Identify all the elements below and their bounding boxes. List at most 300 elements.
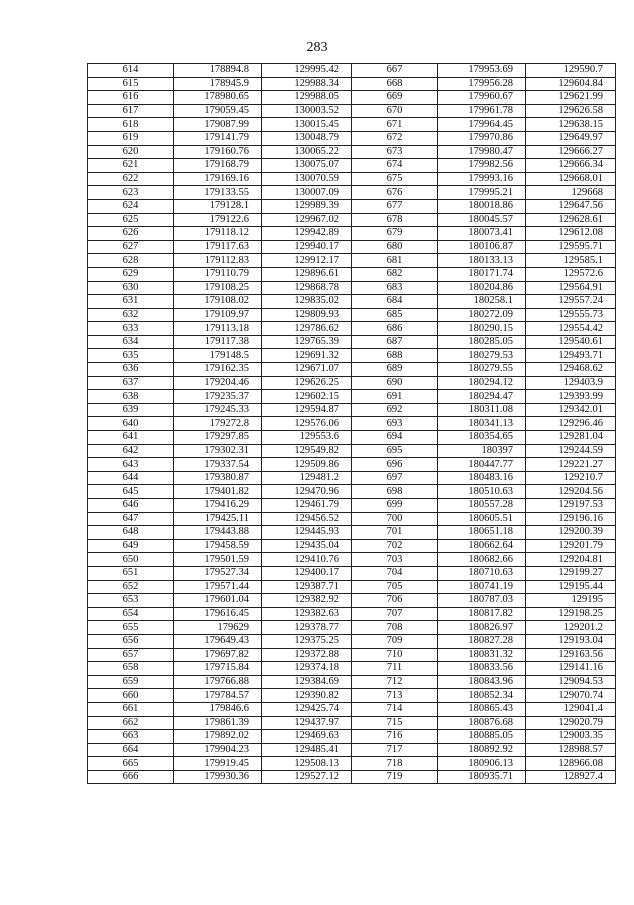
table-row	[88, 539, 616, 553]
y-coordinate-cell: 129193.04	[526, 634, 616, 648]
table-row	[88, 403, 616, 417]
point-number-cell: 678	[352, 213, 438, 227]
table-row	[88, 444, 616, 458]
y-coordinate-cell: 129628.61	[526, 213, 616, 227]
y-coordinate-cell: 129393.99	[526, 390, 616, 404]
x-coordinate-cell: 179109.97	[174, 308, 262, 322]
point-number-cell: 693	[352, 417, 438, 431]
x-coordinate-cell: 179953.69	[438, 64, 526, 78]
table-row	[88, 118, 616, 132]
y-coordinate-cell: 129204.81	[526, 553, 616, 567]
y-coordinate-cell: 129553.6	[262, 431, 352, 445]
point-number-cell: 629	[88, 267, 174, 281]
point-number-cell: 683	[352, 281, 438, 295]
point-number-cell: 616	[88, 91, 174, 105]
x-coordinate-cell: 179122.6	[174, 213, 262, 227]
x-coordinate-cell: 179169.16	[174, 172, 262, 186]
x-coordinate-cell: 179112.83	[174, 254, 262, 268]
point-number-cell: 630	[88, 281, 174, 295]
point-number-cell: 696	[352, 458, 438, 472]
x-coordinate-cell: 179108.25	[174, 281, 262, 295]
point-number-cell: 649	[88, 539, 174, 553]
point-number-cell: 648	[88, 526, 174, 540]
point-number-cell: 677	[352, 199, 438, 213]
point-number-cell: 690	[352, 376, 438, 390]
y-coordinate-cell: 129375.25	[262, 634, 352, 648]
table-row	[88, 363, 616, 377]
y-coordinate-cell: 129410.76	[262, 553, 352, 567]
point-number-cell: 712	[352, 675, 438, 689]
table-row	[88, 199, 616, 213]
y-coordinate-cell: 129668.01	[526, 172, 616, 186]
point-number-cell: 662	[88, 716, 174, 730]
table-row	[88, 267, 616, 281]
point-number-cell: 644	[88, 471, 174, 485]
table-row	[88, 172, 616, 186]
x-coordinate-cell: 179919.45	[174, 757, 262, 771]
point-number-cell: 621	[88, 159, 174, 173]
y-coordinate-cell: 129070.74	[526, 689, 616, 703]
point-number-cell: 627	[88, 240, 174, 254]
point-number-cell: 623	[88, 186, 174, 200]
x-coordinate-cell: 180354.65	[438, 431, 526, 445]
x-coordinate-cell: 180341.13	[438, 417, 526, 431]
point-number-cell: 692	[352, 403, 438, 417]
point-number-cell: 626	[88, 227, 174, 241]
point-number-cell: 646	[88, 499, 174, 513]
y-coordinate-cell: 129094.53	[526, 675, 616, 689]
x-coordinate-cell: 179148.5	[174, 349, 262, 363]
x-coordinate-cell: 180935.71	[438, 770, 526, 784]
point-number-cell: 643	[88, 458, 174, 472]
y-coordinate-cell: 130003.52	[262, 104, 352, 118]
y-coordinate-cell: 129281.04	[526, 431, 616, 445]
point-number-cell: 709	[352, 634, 438, 648]
table-row	[88, 104, 616, 118]
point-number-cell: 714	[352, 702, 438, 716]
x-coordinate-cell: 180018.86	[438, 199, 526, 213]
x-coordinate-cell: 179380.87	[174, 471, 262, 485]
x-coordinate-cell: 179964.45	[438, 118, 526, 132]
point-number-cell: 698	[352, 485, 438, 499]
y-coordinate-cell: 129508.13	[262, 757, 352, 771]
y-coordinate-cell: 129200.39	[526, 526, 616, 540]
point-number-cell: 713	[352, 689, 438, 703]
point-number-cell: 665	[88, 757, 174, 771]
y-coordinate-cell: 129244.59	[526, 444, 616, 458]
point-number-cell: 684	[352, 295, 438, 309]
y-coordinate-cell: 129666.27	[526, 145, 616, 159]
y-coordinate-cell: 129485.41	[262, 743, 352, 757]
y-coordinate-cell: 129372.88	[262, 648, 352, 662]
x-coordinate-cell: 179527.34	[174, 566, 262, 580]
x-coordinate-cell: 179160.76	[174, 145, 262, 159]
x-coordinate-cell: 180397	[438, 444, 526, 458]
table-row	[88, 91, 616, 105]
y-coordinate-cell: 129197.53	[526, 499, 616, 513]
point-number-cell: 674	[352, 159, 438, 173]
point-number-cell: 715	[352, 716, 438, 730]
table-row	[88, 458, 616, 472]
x-coordinate-cell: 179108.02	[174, 295, 262, 309]
y-coordinate-cell: 129612.08	[526, 227, 616, 241]
table-row	[88, 553, 616, 567]
table-row	[88, 648, 616, 662]
point-number-cell: 688	[352, 349, 438, 363]
x-coordinate-cell: 179970.86	[438, 131, 526, 145]
table-row	[88, 376, 616, 390]
x-coordinate-cell: 179846.6	[174, 702, 262, 716]
x-coordinate-cell: 179128.1	[174, 199, 262, 213]
table-row	[88, 499, 616, 513]
table-row	[88, 349, 616, 363]
y-coordinate-cell: 129003.35	[526, 730, 616, 744]
y-coordinate-cell: 128988.57	[526, 743, 616, 757]
y-coordinate-cell: 129199.27	[526, 566, 616, 580]
point-number-cell: 641	[88, 431, 174, 445]
table-row	[88, 662, 616, 676]
x-coordinate-cell: 180852.34	[438, 689, 526, 703]
point-number-cell: 653	[88, 594, 174, 608]
table-row	[88, 757, 616, 771]
point-number-cell: 708	[352, 621, 438, 635]
table-row	[88, 526, 616, 540]
x-coordinate-cell: 179629	[174, 621, 262, 635]
x-coordinate-cell: 179571.44	[174, 580, 262, 594]
y-coordinate-cell: 129896.61	[262, 267, 352, 281]
point-number-cell: 660	[88, 689, 174, 703]
point-number-cell: 634	[88, 335, 174, 349]
y-coordinate-cell: 129691.32	[262, 349, 352, 363]
x-coordinate-cell: 178945.9	[174, 77, 262, 91]
x-coordinate-cell: 179425.11	[174, 512, 262, 526]
x-coordinate-cell: 179649.43	[174, 634, 262, 648]
y-coordinate-cell: 129437.97	[262, 716, 352, 730]
x-coordinate-cell: 179501.59	[174, 553, 262, 567]
point-number-cell: 650	[88, 553, 174, 567]
table-row	[88, 322, 616, 336]
x-coordinate-cell: 180827.28	[438, 634, 526, 648]
point-number-cell: 631	[88, 295, 174, 309]
table-row	[88, 227, 616, 241]
table-row	[88, 64, 616, 78]
table-row	[88, 594, 616, 608]
y-coordinate-cell: 129390.82	[262, 689, 352, 703]
x-coordinate-cell: 179162.35	[174, 363, 262, 377]
point-number-cell: 635	[88, 349, 174, 363]
y-coordinate-cell: 129509.86	[262, 458, 352, 472]
y-coordinate-cell: 129602.15	[262, 390, 352, 404]
x-coordinate-cell: 179443.88	[174, 526, 262, 540]
y-coordinate-cell: 129995.42	[262, 64, 352, 78]
y-coordinate-cell: 129425.74	[262, 702, 352, 716]
y-coordinate-cell: 129204.56	[526, 485, 616, 499]
y-coordinate-cell: 129493.71	[526, 349, 616, 363]
y-coordinate-cell: 129649.97	[526, 131, 616, 145]
y-coordinate-cell: 129387.71	[262, 580, 352, 594]
point-number-cell: 676	[352, 186, 438, 200]
x-coordinate-cell: 180258.1	[438, 295, 526, 309]
y-coordinate-cell: 130048.79	[262, 131, 352, 145]
x-coordinate-cell: 180906.13	[438, 757, 526, 771]
x-coordinate-cell: 180682.66	[438, 553, 526, 567]
y-coordinate-cell: 129481.2	[262, 471, 352, 485]
x-coordinate-cell: 179337.54	[174, 458, 262, 472]
y-coordinate-cell: 129540.61	[526, 335, 616, 349]
x-coordinate-cell: 179784.57	[174, 689, 262, 703]
table-row	[88, 145, 616, 159]
y-coordinate-cell: 129576.06	[262, 417, 352, 431]
x-coordinate-cell: 179141.79	[174, 131, 262, 145]
point-number-cell: 706	[352, 594, 438, 608]
table-row	[88, 159, 616, 173]
y-coordinate-cell: 129666.34	[526, 159, 616, 173]
y-coordinate-cell: 129967.02	[262, 213, 352, 227]
table-row	[88, 716, 616, 730]
x-coordinate-cell: 179980.47	[438, 145, 526, 159]
point-number-cell: 654	[88, 607, 174, 621]
y-coordinate-cell: 129456.52	[262, 512, 352, 526]
y-coordinate-cell: 129201.79	[526, 539, 616, 553]
x-coordinate-cell: 179995.21	[438, 186, 526, 200]
y-coordinate-cell: 129621.99	[526, 91, 616, 105]
point-number-cell: 659	[88, 675, 174, 689]
y-coordinate-cell: 130015.45	[262, 118, 352, 132]
table-row	[88, 580, 616, 594]
y-coordinate-cell: 129201.2	[526, 621, 616, 635]
point-number-cell: 617	[88, 104, 174, 118]
point-number-cell: 657	[88, 648, 174, 662]
x-coordinate-cell: 180285.05	[438, 335, 526, 349]
point-number-cell: 671	[352, 118, 438, 132]
y-coordinate-cell: 130075.07	[262, 159, 352, 173]
point-number-cell: 694	[352, 431, 438, 445]
x-coordinate-cell: 180133.13	[438, 254, 526, 268]
point-number-cell: 691	[352, 390, 438, 404]
x-coordinate-cell: 180510.63	[438, 485, 526, 499]
table-row	[88, 566, 616, 580]
point-number-cell: 625	[88, 213, 174, 227]
point-number-cell: 666	[88, 770, 174, 784]
x-coordinate-cell: 179616.45	[174, 607, 262, 621]
x-coordinate-cell: 179113.18	[174, 322, 262, 336]
x-coordinate-cell: 180294.12	[438, 376, 526, 390]
table-row	[88, 335, 616, 349]
x-coordinate-cell: 180557.28	[438, 499, 526, 513]
point-number-cell: 622	[88, 172, 174, 186]
x-coordinate-cell: 180279.55	[438, 363, 526, 377]
point-number-cell: 619	[88, 131, 174, 145]
x-coordinate-cell: 180073.41	[438, 227, 526, 241]
x-coordinate-cell: 180045.57	[438, 213, 526, 227]
point-number-cell: 633	[88, 322, 174, 336]
point-number-cell: 695	[352, 444, 438, 458]
x-coordinate-cell: 180447.77	[438, 458, 526, 472]
x-coordinate-cell: 180605.51	[438, 512, 526, 526]
point-number-cell: 697	[352, 471, 438, 485]
y-coordinate-cell: 129564.91	[526, 281, 616, 295]
point-number-cell: 663	[88, 730, 174, 744]
x-coordinate-cell: 179458.59	[174, 539, 262, 553]
x-coordinate-cell: 178894.8	[174, 64, 262, 78]
point-number-cell: 675	[352, 172, 438, 186]
y-coordinate-cell: 129461.79	[262, 499, 352, 513]
y-coordinate-cell: 129988.34	[262, 77, 352, 91]
y-coordinate-cell: 129445.93	[262, 526, 352, 540]
x-coordinate-cell: 179715.84	[174, 662, 262, 676]
point-number-cell: 672	[352, 131, 438, 145]
y-coordinate-cell: 129210.7	[526, 471, 616, 485]
point-number-cell: 699	[352, 499, 438, 513]
x-coordinate-cell: 179235.37	[174, 390, 262, 404]
y-coordinate-cell: 129549.82	[262, 444, 352, 458]
x-coordinate-cell: 179118.12	[174, 227, 262, 241]
y-coordinate-cell: 129557.24	[526, 295, 616, 309]
y-coordinate-cell: 129384.69	[262, 675, 352, 689]
y-coordinate-cell: 129221.27	[526, 458, 616, 472]
y-coordinate-cell: 129942.89	[262, 227, 352, 241]
point-number-cell: 704	[352, 566, 438, 580]
table-row	[88, 213, 616, 227]
table-row	[88, 471, 616, 485]
y-coordinate-cell: 130070.59	[262, 172, 352, 186]
point-number-cell: 710	[352, 648, 438, 662]
point-number-cell: 717	[352, 743, 438, 757]
x-coordinate-cell: 180290.15	[438, 322, 526, 336]
x-coordinate-cell: 179766.88	[174, 675, 262, 689]
y-coordinate-cell: 129572.6	[526, 267, 616, 281]
x-coordinate-cell: 179401.82	[174, 485, 262, 499]
y-coordinate-cell: 129668	[526, 186, 616, 200]
point-number-cell: 637	[88, 376, 174, 390]
x-coordinate-cell: 178980.65	[174, 91, 262, 105]
x-coordinate-cell: 179960.67	[438, 91, 526, 105]
table-row	[88, 186, 616, 200]
point-number-cell: 647	[88, 512, 174, 526]
x-coordinate-cell: 179697.82	[174, 648, 262, 662]
y-coordinate-cell: 129400.17	[262, 566, 352, 580]
y-coordinate-cell: 129988.05	[262, 91, 352, 105]
x-coordinate-cell: 179892.02	[174, 730, 262, 744]
x-coordinate-cell: 180833.56	[438, 662, 526, 676]
x-coordinate-cell: 180892.92	[438, 743, 526, 757]
y-coordinate-cell: 129626.25	[262, 376, 352, 390]
point-number-cell: 670	[352, 104, 438, 118]
y-coordinate-cell: 129196.16	[526, 512, 616, 526]
point-number-cell: 682	[352, 267, 438, 281]
x-coordinate-cell: 179059.45	[174, 104, 262, 118]
point-number-cell: 679	[352, 227, 438, 241]
x-coordinate-cell: 180741.19	[438, 580, 526, 594]
point-number-cell: 703	[352, 553, 438, 567]
table-row	[88, 431, 616, 445]
page-number: 283	[306, 40, 328, 55]
y-coordinate-cell: 129940.17	[262, 240, 352, 254]
x-coordinate-cell: 179416.29	[174, 499, 262, 513]
point-number-cell: 656	[88, 634, 174, 648]
coordinates-table-body	[88, 64, 616, 784]
x-coordinate-cell: 179117.63	[174, 240, 262, 254]
y-coordinate-cell: 129195	[526, 594, 616, 608]
x-coordinate-cell: 180787.03	[438, 594, 526, 608]
y-coordinate-cell: 129163.56	[526, 648, 616, 662]
y-coordinate-cell: 129468.62	[526, 363, 616, 377]
point-number-cell: 689	[352, 363, 438, 377]
y-coordinate-cell: 129585.1	[526, 254, 616, 268]
table-row	[88, 621, 616, 635]
x-coordinate-cell: 179168.79	[174, 159, 262, 173]
x-coordinate-cell: 179601.04	[174, 594, 262, 608]
y-coordinate-cell: 129141.16	[526, 662, 616, 676]
point-number-cell: 618	[88, 118, 174, 132]
y-coordinate-cell: 130007.09	[262, 186, 352, 200]
y-coordinate-cell: 129382.63	[262, 607, 352, 621]
point-number-cell: 669	[352, 91, 438, 105]
point-number-cell: 667	[352, 64, 438, 78]
table-row	[88, 730, 616, 744]
point-number-cell: 615	[88, 77, 174, 91]
coordinates-table	[87, 63, 616, 784]
x-coordinate-cell: 179117.38	[174, 335, 262, 349]
table-row	[88, 295, 616, 309]
x-coordinate-cell: 180826.97	[438, 621, 526, 635]
point-number-cell: 687	[352, 335, 438, 349]
y-coordinate-cell: 129638.15	[526, 118, 616, 132]
table-row	[88, 512, 616, 526]
table-row	[88, 485, 616, 499]
point-number-cell: 632	[88, 308, 174, 322]
x-coordinate-cell: 180651.18	[438, 526, 526, 540]
y-coordinate-cell: 129470.96	[262, 485, 352, 499]
point-number-cell: 651	[88, 566, 174, 580]
x-coordinate-cell: 180483.16	[438, 471, 526, 485]
point-number-cell: 642	[88, 444, 174, 458]
y-coordinate-cell: 129555.73	[526, 308, 616, 322]
y-coordinate-cell: 129020.79	[526, 716, 616, 730]
point-number-cell: 636	[88, 363, 174, 377]
point-number-cell: 614	[88, 64, 174, 78]
y-coordinate-cell: 129626.58	[526, 104, 616, 118]
y-coordinate-cell: 129765.39	[262, 335, 352, 349]
point-number-cell: 700	[352, 512, 438, 526]
point-number-cell: 628	[88, 254, 174, 268]
y-coordinate-cell: 129195.44	[526, 580, 616, 594]
y-coordinate-cell: 129835.02	[262, 295, 352, 309]
table-row	[88, 77, 616, 91]
x-coordinate-cell: 180106.87	[438, 240, 526, 254]
point-number-cell: 711	[352, 662, 438, 676]
y-coordinate-cell: 128927.4	[526, 770, 616, 784]
y-coordinate-cell: 129378.77	[262, 621, 352, 635]
y-coordinate-cell: 129435.04	[262, 539, 352, 553]
y-coordinate-cell: 129342.01	[526, 403, 616, 417]
point-number-cell: 702	[352, 539, 438, 553]
table-row	[88, 131, 616, 145]
x-coordinate-cell: 179956.28	[438, 77, 526, 91]
y-coordinate-cell: 129786.62	[262, 322, 352, 336]
point-number-cell: 639	[88, 403, 174, 417]
y-coordinate-cell: 129594.87	[262, 403, 352, 417]
x-coordinate-cell: 180662.64	[438, 539, 526, 553]
x-coordinate-cell: 180204.86	[438, 281, 526, 295]
x-coordinate-cell: 179930.36	[174, 770, 262, 784]
x-coordinate-cell: 180294.47	[438, 390, 526, 404]
x-coordinate-cell: 180279.53	[438, 349, 526, 363]
point-number-cell: 680	[352, 240, 438, 254]
point-number-cell: 686	[352, 322, 438, 336]
point-number-cell: 638	[88, 390, 174, 404]
point-number-cell: 701	[352, 526, 438, 540]
